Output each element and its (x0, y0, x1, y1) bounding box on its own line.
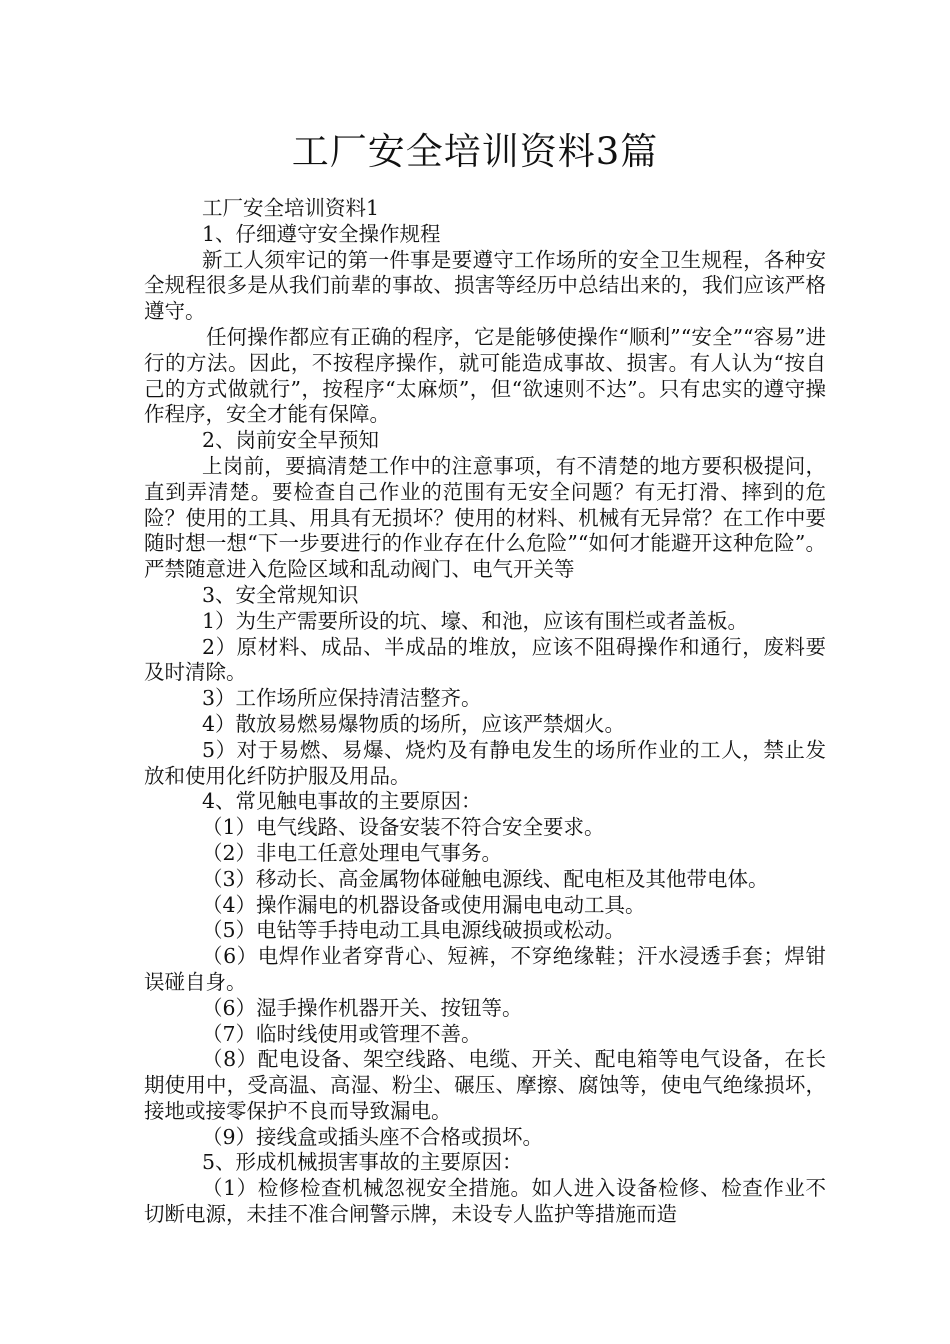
subsection-heading: 3、安全常规知识 (202, 582, 359, 607)
subsection-heading: 4、常见触电事故的主要原因： (202, 789, 482, 814)
list-item: 1）为生产需要所设的坑、壕、和池，应该有围栏或者盖板。 (202, 608, 749, 633)
list-item: （3）移动长、高金属物体碰触电源线、配电柜及其他带电体。 (202, 866, 769, 891)
paragraph: 上岗前，要搞清楚工作中的注意事项，有不清楚的地方要积极提问，直到弄清楚。要检查自己作业的范围有无安全问题？有无打滑、摔到的危险？使用的工具、用具有无损坏？使用的材料、机械有无异常？在工作中要随时想一想“下一步要进行的作业存在什么危险”“如何才能避开这种危险”。严禁随意进入危险区域和乱动阀门、电气开关等 (144, 453, 826, 582)
section-heading: 工厂安全培训资料1 (202, 196, 380, 220)
list-item: （6）电焊作业者穿背心、短裤，不穿绝缘鞋；汗水浸透手套；焊钳误碰自身。 (144, 944, 826, 994)
list-item: 5）对于易燃、易爆、烧灼及有静电发生的场所作业的工人，禁止发放和使用化纤防护服及用品。 (144, 737, 826, 788)
list-item: （1）电气线路、设备安装不符合安全要求。 (202, 815, 605, 840)
subsection-heading: 2、岗前安全早预知 (202, 428, 380, 453)
subsection-heading: 1、仔细遵守安全操作规程 (202, 221, 441, 246)
list-item: （9）接线盒或插头座不合格或损坏。 (202, 1124, 544, 1149)
list-item: （6）湿手操作机器开关、按钮等。 (202, 995, 523, 1020)
paragraph: 新工人须牢记的第一件事是要遵守工作场所的安全卫生规程，各种安全规程很多是从我们前辈的事故、损害等经历中总结出来的，我们应该严格遵守。 (144, 247, 826, 324)
list-item: （2）非电工任意处理电气事务。 (202, 840, 503, 865)
subsection-heading: 5、形成机械损害事故的主要原因： (202, 1150, 523, 1175)
list-item: 2）原材料、成品、半成品的堆放，应该不阻碍操作和通行，废料要及时清除。 (144, 634, 826, 685)
list-item: 3）工作场所应保持清洁整齐。 (202, 686, 482, 711)
list-item: 4）散放易燃易爆物质的场所，应该严禁烟火。 (202, 711, 626, 736)
list-item: （4）操作漏电的机器设备或使用漏电电动工具。 (202, 892, 646, 917)
list-item: （7）临时线使用或管理不善。 (202, 1021, 482, 1046)
paragraph: 任何操作都应有正确的程序，它是能够使操作“顺利”“安全”“容易”进行的方法。因此，不按程序操作，就可能造成事故、损害。有人认为“按自己的方式做就行”，按程序“太麻烦”，但“欲速则不达”。只有忠实的遵守操作程序，安全才能有保障。 (144, 324, 826, 427)
document-title: 工厂安全培训资料3篇 (291, 130, 659, 173)
list-item: （8）配电设备、架空线路、电缆、开关、配电箱等电气设备，在长期使用中，受高温、高湿、粉尘、碾压、摩擦、腐蚀等，使电气绝缘损坏，接地或接零保护不良而导致漏电。 (144, 1047, 826, 1123)
document-body (144, 196, 826, 1228)
list-item: （5）电钻等手持电动工具电源线破损或松动。 (202, 918, 626, 943)
list-item: （1）检修检查机械忽视安全措施。如人进入设备检修、检查作业不切断电源，未挂不准合闸警示牌，未设专人监护等措施而造 (144, 1176, 826, 1227)
